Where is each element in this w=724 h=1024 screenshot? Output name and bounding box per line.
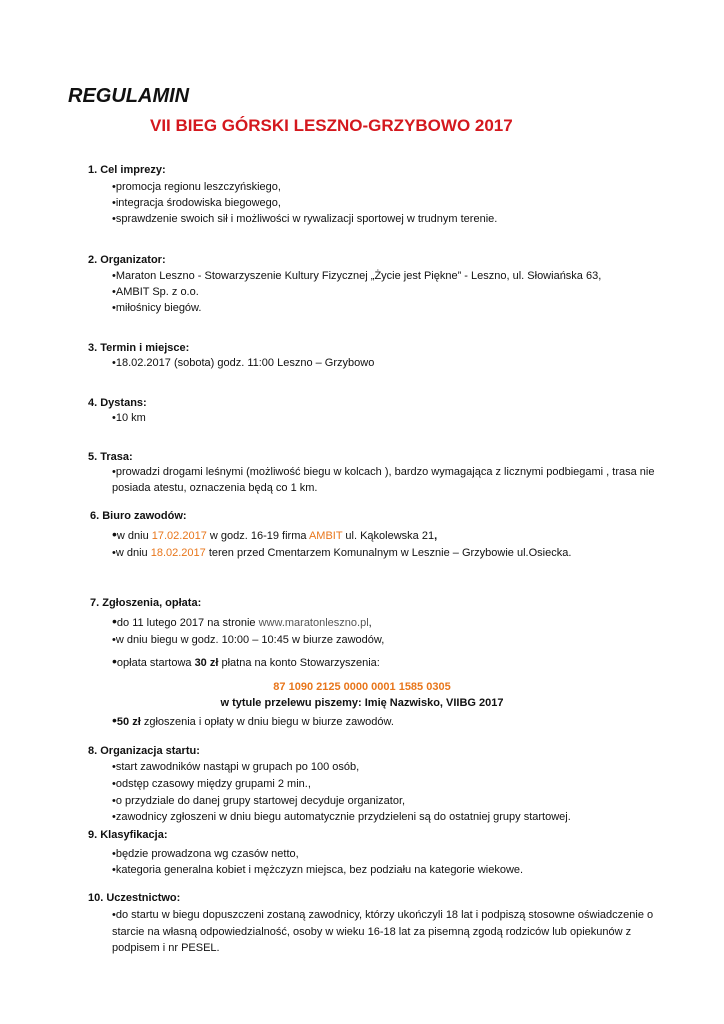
bank-account-number: 87 1090 2125 0000 0001 1585 0305 — [273, 681, 451, 693]
list-item: •sprawdzenie swoich sił i możliwości w rywalizacji sportowej w trudnym terenie. — [112, 213, 498, 225]
late-entry-fee: 50 zł — [116, 716, 141, 728]
bullet: • — [112, 653, 117, 669]
list-item: •50 zł zgłoszenia i opłaty w dniu biegu w biurze zawodów. — [112, 712, 394, 728]
list-item: •w dniu 18.02.2017 teren przed Cmentarzem Komunalnym w Lesznie – Grzybowie ul.Osiecka. — [112, 547, 572, 559]
list-item: •Maraton Leszno - Stowarzyszenie Kultury Fizycznej „Życie jest Piękne” - Leszno, ul. Słowiańska 63, — [112, 270, 602, 282]
event-subtitle: VII BIEG GÓRSKI LESZNO-GRZYBOWO 2017 — [150, 116, 513, 135]
list-item: •integracja środowiska biegowego, — [112, 197, 281, 209]
list-item: starcie na własną odpowiedzialność, osoby w wieku 16-18 lat za pisemną zgodą rodziców lub opiekunów z — [112, 926, 632, 938]
list-item: •kategoria generalna kobiet i mężczyzn miejsca, bez podziału na kategorie wiekowe. — [112, 864, 524, 876]
office-date-2: 18.02.2017 — [150, 547, 206, 559]
section-heading-date-place: 3. Termin i miejsce: — [88, 342, 190, 354]
list-item: •będzie prowadzona wg czasów netto, — [112, 848, 299, 860]
firm-name: AMBIT — [308, 530, 343, 542]
list-item: •do startu w biegu dopuszczeni zostaną zawodnicy, którzy ukończyli 18 lat i podpiszą stosowne oświadczenie o — [112, 909, 654, 921]
list-item: •zawodnicy zgłoszeni w dniu biegu automatycznie przydzieleni są do ostatniej grupy startowej. — [112, 811, 571, 823]
document-title: REGULAMIN — [68, 85, 190, 107]
bullet: • — [112, 712, 117, 728]
entry-fee: 30 zł — [194, 657, 219, 669]
section-heading-route: 5. Trasa: — [88, 451, 133, 463]
list-item: •miłośnicy biegów. — [112, 302, 202, 314]
section-heading-participation: 10. Uczestnictwo: — [88, 892, 181, 904]
list-item: •10 km — [112, 412, 146, 424]
list-item: •o przydziale do danej grupy startowej decyduje organizator, — [112, 795, 406, 807]
list-item: •odstęp czasowy między grupami 2 min., — [112, 778, 311, 790]
website-link[interactable]: www.maratonleszno.pl — [258, 617, 369, 629]
list-item: •do 11 lutego 2017 na stronie www.maratonleszno.pl, — [112, 613, 372, 629]
list-item: •w dniu biegu w godz. 10:00 – 10:45 w biurze zawodów, — [112, 634, 385, 646]
list-item: posiada atestu, oznaczenia będą co 1 km. — [112, 482, 318, 494]
section-heading-registration: 7. Zgłoszenia, opłata: — [90, 597, 202, 609]
section-heading-race-office: 6. Biuro zawodów: — [90, 510, 187, 522]
office-date-1: 17.02.2017 — [151, 530, 207, 542]
section-heading-organizer: 2. Organizator: — [88, 254, 166, 266]
bullet: • — [112, 547, 116, 559]
bullet: • — [112, 613, 117, 629]
list-item: •promocja regionu leszczyńskiego, — [112, 181, 281, 193]
section-heading-distance: 4. Dystans: — [88, 397, 147, 409]
transfer-title-note: w tytule przelewu piszemy: Imię Nazwisko, VIIBG 2017 — [220, 697, 504, 709]
list-item: •start zawodników nastąpi w grupach po 100 osób, — [112, 761, 360, 773]
list-item: •opłata startowa 30 zł płatna na konto Stowarzyszenia: — [112, 653, 380, 669]
section-heading-classification: 9. Klasyfikacja: — [88, 829, 168, 841]
list-item: •w dniu 17.02.2017 w godz. 16-19 firma AMBIT ul. Kąkolewska 21, — [112, 526, 438, 542]
list-item: podpisem i nr PESEL. — [112, 942, 220, 954]
list-item: •AMBIT Sp. z o.o. — [112, 286, 199, 298]
list-item: •18.02.2017 (sobota) godz. 11:00 Leszno – Grzybowo — [112, 357, 375, 369]
list-item: •prowadzi drogami leśnymi (możliwość biegu w kolcach ), bardzo wymagająca z licznymi podbiegami , trasa nie — [112, 466, 655, 478]
section-heading-goal: 1. Cel imprezy: — [88, 164, 166, 176]
section-heading-start-organization: 8. Organizacja startu: — [88, 745, 200, 757]
bullet: • — [112, 526, 117, 542]
